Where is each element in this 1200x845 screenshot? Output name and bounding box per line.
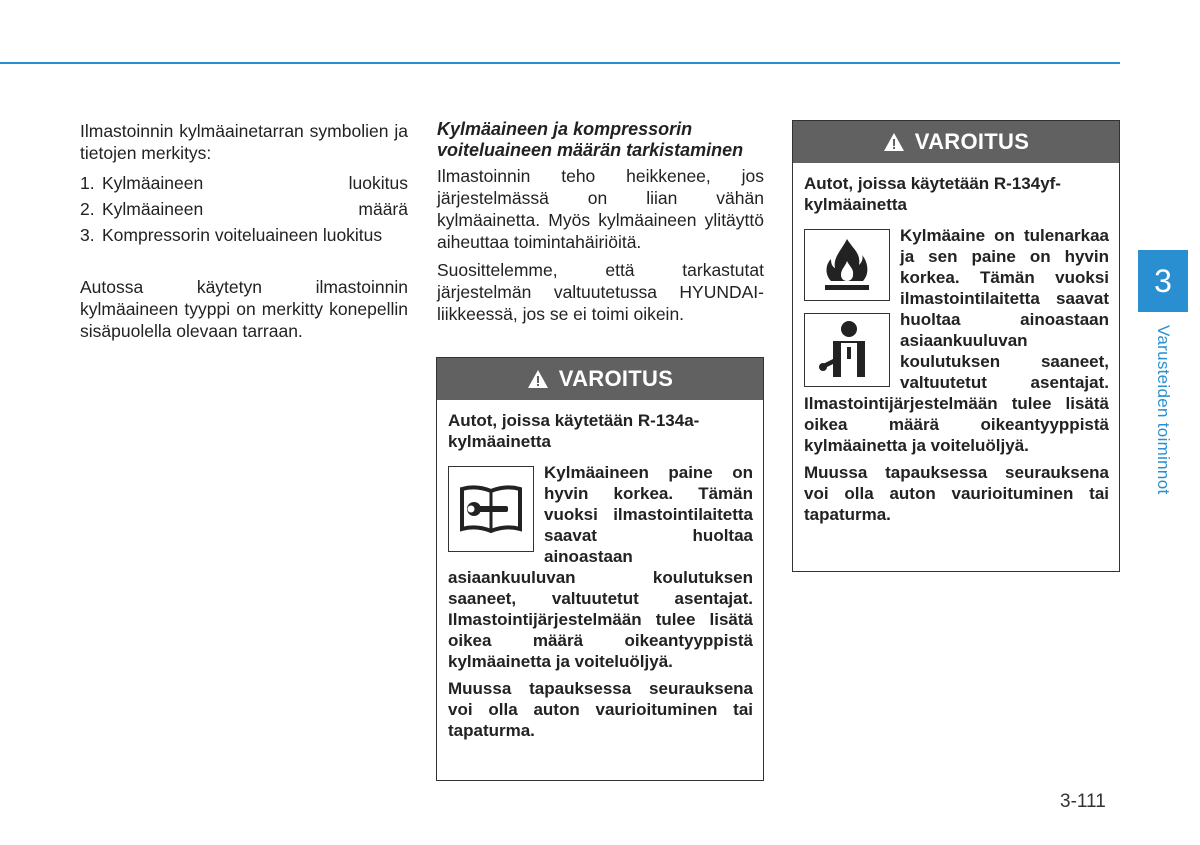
warning-paragraph: Muussa tapauksessa seurauksena voi olla auton vaurioituminen tai tapaturma.	[448, 679, 753, 740]
warning-body	[437, 400, 763, 757]
icon-stack	[804, 229, 890, 387]
list-item: 2. Kylmäaineen määrä	[80, 199, 408, 219]
service-manual-icon	[448, 466, 534, 552]
warning-paragraph: Kylmäaineen paine on hyvin korkea. Tämän vuoksi ilmastointilaitetta saavat huoltaa ainoastaan asiaankuuluvan koulutuksen saaneet, valtuutetut asentajat. Ilmastointijärjestelmään tulee lisätä oikea määrä oikeantyyppistä kylmäainetta ja voiteluöljyä.	[448, 463, 753, 671]
section-heading: Kylmäaineen ja kompressorin voiteluaineen määrän tarkistaminen	[437, 119, 744, 160]
warning-header	[437, 358, 763, 400]
paragraph: Ilmastoinnin teho heikkenee, jos järjestelmässä on liian vähän kylmäainetta. Myös kylmäaineen ylitäyttö aiheuttaa toimintahäiriöitä.	[437, 166, 764, 252]
warning-body	[793, 163, 1119, 541]
warning-subtitle: Autot, joissa käytetään R-134yf-kylmäainetta	[804, 174, 1061, 214]
warning-header	[793, 121, 1119, 163]
label-list	[80, 172, 408, 246]
list-item: 3. Kompressorin voiteluaineen luokitus	[80, 225, 383, 245]
warning-subtitle: Autot, joissa käytetään R-134a-kylmäainetta	[448, 411, 700, 451]
warning-triangle-icon	[883, 132, 905, 152]
refrigerant-label-note: Autossa käytetyn ilmastoinnin kylmäaineen tyyppi on merkitty konepellin sisäpuolella olevaan tarraan.	[80, 277, 408, 341]
warning-triangle-icon	[527, 369, 549, 389]
flammable-icon	[804, 229, 890, 301]
warning-box-r134a	[436, 357, 764, 781]
label-intro: Ilmastoinnin kylmäainetarran symbolien ja tietojen merkitys:	[80, 121, 408, 163]
warning-box-r134yf	[792, 120, 1120, 572]
paragraph: Suosittelemme, että tarkastutat järjestelmän valtuutetussa HYUNDAI-liikkeessä, jos se ei toimi oikein.	[437, 260, 764, 324]
column-1	[80, 120, 408, 342]
chapter-label: Varusteiden toiminnot	[1154, 325, 1173, 495]
header-rule	[0, 62, 1120, 64]
warning-paragraph: Muussa tapauksessa seurauksena voi olla auton vaurioituminen tai tapaturma.	[804, 463, 1109, 524]
warning-title: VAROITUS	[914, 129, 1030, 154]
list-item: 1. Kylmäaineen luokitus	[80, 173, 408, 193]
technician-icon	[804, 313, 890, 387]
column-2	[437, 119, 764, 331]
chapter-tab: 3	[1138, 250, 1188, 312]
warning-paragraph: Kylmäaine on tulenarkaa ja sen paine on hyvin korkea. Tämän vuoksi ilmastointilaitetta saavat huoltaa ainoastaan asiaankuuluvan koulutuksen saaneet, valtuutetut asentajat. Ilmastointijärjestelmään tulee lisätä oikea määrä oikeantyyppistä kylmäainetta ja voiteluöljyä.	[804, 226, 1109, 455]
page-number: 3-111	[1060, 791, 1106, 812]
warning-title: VAROITUS	[558, 366, 674, 391]
